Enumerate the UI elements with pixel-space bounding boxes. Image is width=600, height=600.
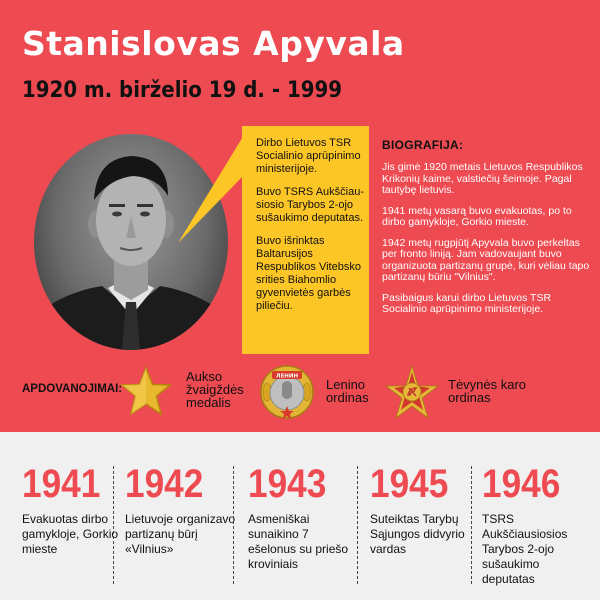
callout-item: Dirbo Lietuvos TSR Socialinio aprūpinimo ministerijoje. (256, 137, 361, 175)
award-text: Tėvynės karo ordinas (448, 377, 527, 405)
gold-star-icon (120, 366, 172, 418)
life-dates: 1920 m. birželio 19 d. - 1999 (22, 78, 343, 103)
bio-paragraph: 1942 metų rugpjūtį Apyvala buvo perkeltas per fronto liniją. Jam vadovaujant buvo organizuota partizanų grupė, kuri vėliau tapo partizanų būriu "Vilnius". (382, 236, 590, 283)
timeline-text: TSRS Aukščiausiosios Tarybos 2-ojo sušaukimo deputatas (482, 512, 568, 586)
timeline-year: 1946 (482, 462, 561, 506)
person-name: Stanislovas Apyvala (22, 24, 405, 63)
svg-text:ЛЕНИН: ЛЕНИН (275, 373, 299, 380)
callout-text (256, 137, 368, 323)
bio-paragraph: Jis gimė 1920 metais Lietuvos Respublikos Krikonių kaime, valstiečių šeimoje. Pagal tautybę lietuvis. (382, 161, 583, 196)
timeline-year: 1945 (370, 462, 449, 506)
callout-pointer (178, 135, 248, 245)
award-text: Lenino ordinas (326, 377, 369, 405)
bio-title: BIOGRAFIJA: (382, 138, 464, 152)
timeline-text: Lietuvoje organizavo partizanų būrį «Vilnius» (125, 512, 236, 556)
timeline-text: Suteiktas Tarybų Sąjungos didvyrio vardas (370, 512, 465, 556)
callout-item: Buvo išrinktas Baltarusijos Respublikos Vitebsko srities Biahomlio gyvenvietės garbės piliečiu. (256, 235, 361, 312)
awards-label: APDOVANOJIMAI: (22, 383, 123, 395)
bio-paragraph: Pasibaigus karui dirbo Lietuvos TSR Socialinio aprūpinimo ministerijoje. (382, 291, 552, 315)
timeline-divider (233, 466, 234, 584)
timeline-divider (471, 466, 472, 584)
timeline-text: Asmeniškai sunaikino 7 ešelonus su priešo kroviniais (248, 512, 349, 571)
callout-item: Buvo TSRS Aukščiau-siosio Tarybos 2-ojo sušaukimo deputatas. (256, 186, 365, 224)
timeline-text: Evakuotas dirbo gamykloje, Gorkio mieste (22, 512, 119, 556)
timeline (0, 432, 600, 600)
timeline-year: 1941 (22, 462, 101, 506)
timeline-year: 1942 (125, 462, 204, 506)
timeline-divider (113, 466, 114, 584)
lenin-order-icon (258, 362, 316, 422)
timeline-year: 1943 (248, 462, 327, 506)
timeline-divider (357, 466, 358, 584)
bio-paragraph: 1941 metų vasarą buvo evakuotas, po to dirbo gamykloje, Gorkio mieste. (382, 204, 572, 228)
bio-text (382, 162, 592, 325)
award-text: Aukso žvaigždės medalis (186, 369, 244, 410)
patriotic-war-order-icon (384, 364, 440, 420)
